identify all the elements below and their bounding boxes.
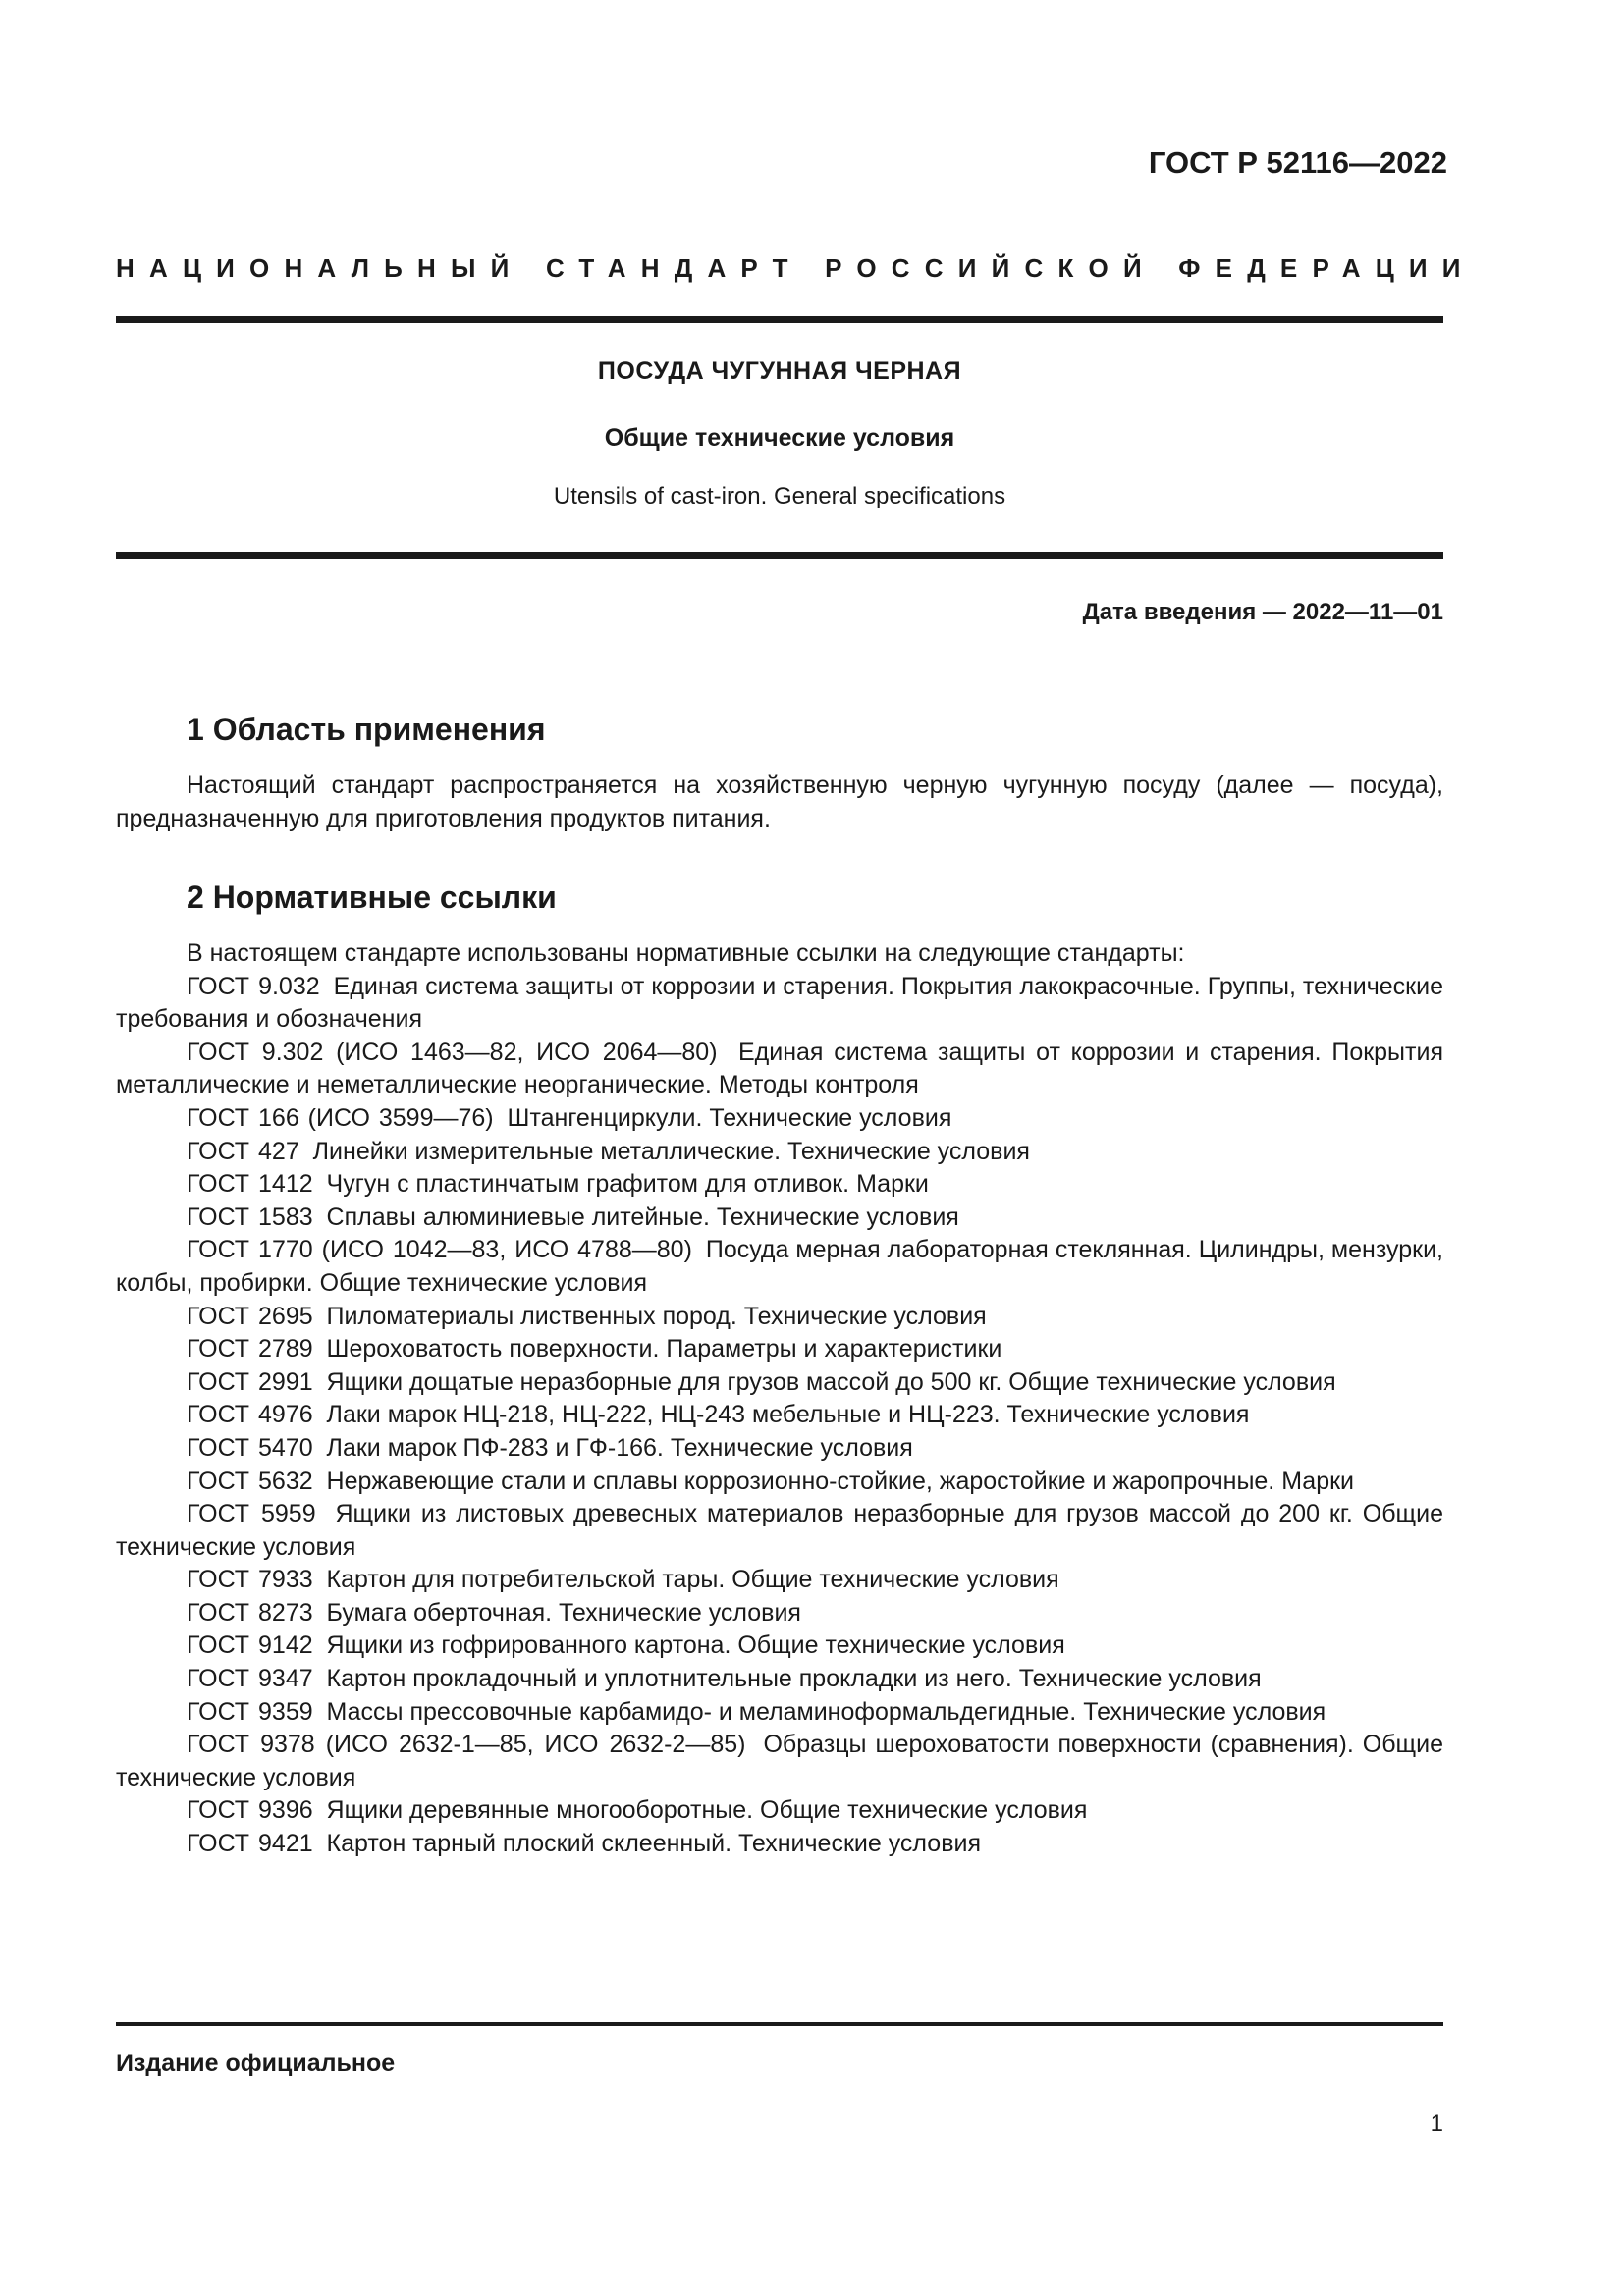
reference-code: ГОСТ 1583: [187, 1202, 313, 1231]
reference-text: Сплавы алюминиевые литейные. Технические условия: [326, 1202, 959, 1231]
reference-item: [116, 1037, 1443, 1102]
reference-item: [116, 1333, 1443, 1366]
reference-text: Шероховатость поверхности. Параметры и характеристики: [326, 1335, 1002, 1363]
introduction-date: Дата введения — 2022—11—01: [1082, 599, 1443, 625]
reference-code: ГОСТ 9.302 (ИСО 1463—82, ИСО 2064—80): [187, 1038, 718, 1066]
reference-text: Штангенциркули. Технические условия: [507, 1103, 952, 1132]
reference-code: ГОСТ 8273: [187, 1598, 313, 1627]
reference-item: [116, 1597, 1443, 1630]
reference-code: ГОСТ 5959: [187, 1500, 316, 1528]
section-2-title: 2 Нормативные ссылки: [187, 880, 557, 915]
reference-item: [116, 1696, 1443, 1730]
reference-item: [116, 1629, 1443, 1663]
reference-text: Чугун с пластинчатым графитом для отливок. Марки: [326, 1170, 929, 1199]
reference-code: ГОСТ 1770 (ИСО 1042—83, ИСО 4788—80): [187, 1236, 692, 1264]
reference-text: Нержавеющие стали и сплавы коррозионно-стойкие, жаростойкие и жаропрочные. Марки: [326, 1467, 1355, 1495]
reference-text: Линейки измерительные металлические. Технические условия: [312, 1137, 1030, 1165]
reference-item: [116, 1828, 1443, 1861]
footer-rule: [116, 2022, 1443, 2026]
reference-item: [116, 971, 1443, 1037]
reference-item: [116, 1564, 1443, 1597]
reference-text: Массы прессовочные карбамидо- и меламиноформальдегидные. Технические условия: [326, 1697, 1326, 1726]
reference-code: ГОСТ 5470: [187, 1433, 313, 1462]
section-1-body: [116, 770, 1443, 835]
reference-code: ГОСТ 9347: [187, 1665, 313, 1693]
reference-text: Лаки марок ПФ-283 и ГФ-166. Технические условия: [326, 1433, 913, 1462]
document-code: ГОСТ Р 52116—2022: [1148, 145, 1447, 180]
reference-item: [116, 1663, 1443, 1696]
reference-text: Лаки марок НЦ-218, НЦ-222, НЦ-243 мебельные и НЦ-223. Технические условия: [326, 1401, 1250, 1429]
reference-text: Бумага оберточная. Технические условия: [326, 1598, 801, 1627]
reference-text: Ящики из гофрированного картона. Общие технические условия: [326, 1631, 1065, 1660]
reference-item: [116, 1301, 1443, 1334]
reference-code: ГОСТ 2695: [187, 1302, 313, 1330]
page-number: 1: [1430, 2110, 1443, 2137]
reference-text: Картон для потребительской тары. Общие технические условия: [326, 1566, 1059, 1594]
reference-item: [116, 1168, 1443, 1201]
references-list: [116, 937, 1443, 1861]
reference-text: Картон прокладочный и уплотнительные прокладки из него. Технические условия: [326, 1665, 1262, 1693]
reference-item: [116, 1399, 1443, 1432]
national-standard-heading: НАЦИОНАЛЬНЫЙ СТАНДАРТ РОССИЙСКОЙ ФЕДЕРАЦИИ: [116, 253, 1476, 283]
reference-text: Посуда мерная лабораторная стеклянная. Цилиндры, мензурки, колбы, пробирки. Общие технические условия: [116, 1236, 1443, 1297]
reference-text: Ящики дощатые неразборные для грузов массой до 500 кг. Общие технические условия: [326, 1367, 1336, 1396]
reference-text: Ящики из листовых древесных материалов неразборные для грузов массой до 200 кг. Общие технические условия: [116, 1500, 1443, 1561]
reference-text: Единая система защиты от коррозии и старения. Покрытия лакокрасочные. Группы, технические требования и обозначения: [116, 972, 1443, 1034]
scope-paragraph: Настоящий стандарт распространяется на хозяйственную черную чугунную посуду (далее — посуда), предназначенную для приготовления продуктов питания.: [116, 772, 1443, 832]
references-intro: В настоящем стандарте использованы нормативные ссылки на следующие стандарты:: [187, 939, 1185, 967]
english-title: Utensils of cast-iron. General specifications: [553, 483, 1006, 509]
title-bottom-rule: [116, 552, 1443, 559]
reference-code: ГОСТ 9378 (ИСО 2632-1—85, ИСО 2632-2—85): [187, 1731, 746, 1759]
reference-text: Единая система защиты от коррозии и старения. Покрытия металлические и неметаллические неорганические. Методы контроля: [116, 1038, 1443, 1099]
document-subtitle: Общие технические условия: [604, 424, 955, 452]
reference-item: [116, 1794, 1443, 1828]
reference-code: ГОСТ 166 (ИСО 3599—76): [187, 1103, 494, 1132]
reference-code: ГОСТ 9421: [187, 1830, 313, 1858]
document-title: ПОСУДА ЧУГУННАЯ ЧЕРНАЯ: [597, 357, 962, 385]
reference-item: [116, 1136, 1443, 1169]
reference-text: Образцы шероховатости поверхности (сравнения). Общие технические условия: [116, 1731, 1443, 1791]
reference-code: ГОСТ 427: [187, 1137, 299, 1165]
reference-code: ГОСТ 1412: [187, 1170, 313, 1199]
reference-code: ГОСТ 2991: [187, 1367, 313, 1396]
reference-code: ГОСТ 7933: [187, 1566, 313, 1594]
top-rule: [116, 316, 1443, 323]
reference-code: ГОСТ 4976: [187, 1401, 313, 1429]
reference-item: [116, 1102, 1443, 1136]
reference-item: [116, 1234, 1443, 1300]
reference-code: ГОСТ 2789: [187, 1335, 313, 1363]
reference-code: ГОСТ 9359: [187, 1697, 313, 1726]
reference-code: ГОСТ 9142: [187, 1631, 313, 1660]
reference-item: [116, 1498, 1443, 1564]
reference-item: [116, 1466, 1443, 1499]
section-1-title: 1 Область применения: [187, 712, 546, 747]
reference-item: [116, 1729, 1443, 1794]
reference-text: Пиломатериалы лиственных пород. Технические условия: [326, 1302, 987, 1330]
official-edition-label: Издание официальное: [116, 2050, 396, 2077]
reference-text: Картон тарный плоский склеенный. Технические условия: [326, 1830, 981, 1858]
reference-item: [116, 1432, 1443, 1466]
reference-item: [116, 1366, 1443, 1400]
reference-code: ГОСТ 9.032: [187, 972, 320, 1000]
reference-code: ГОСТ 9396: [187, 1796, 313, 1825]
reference-text: Ящики деревянные многооборотные. Общие технические условия: [326, 1796, 1088, 1825]
reference-code: ГОСТ 5632: [187, 1467, 313, 1495]
reference-item: [116, 1201, 1443, 1235]
